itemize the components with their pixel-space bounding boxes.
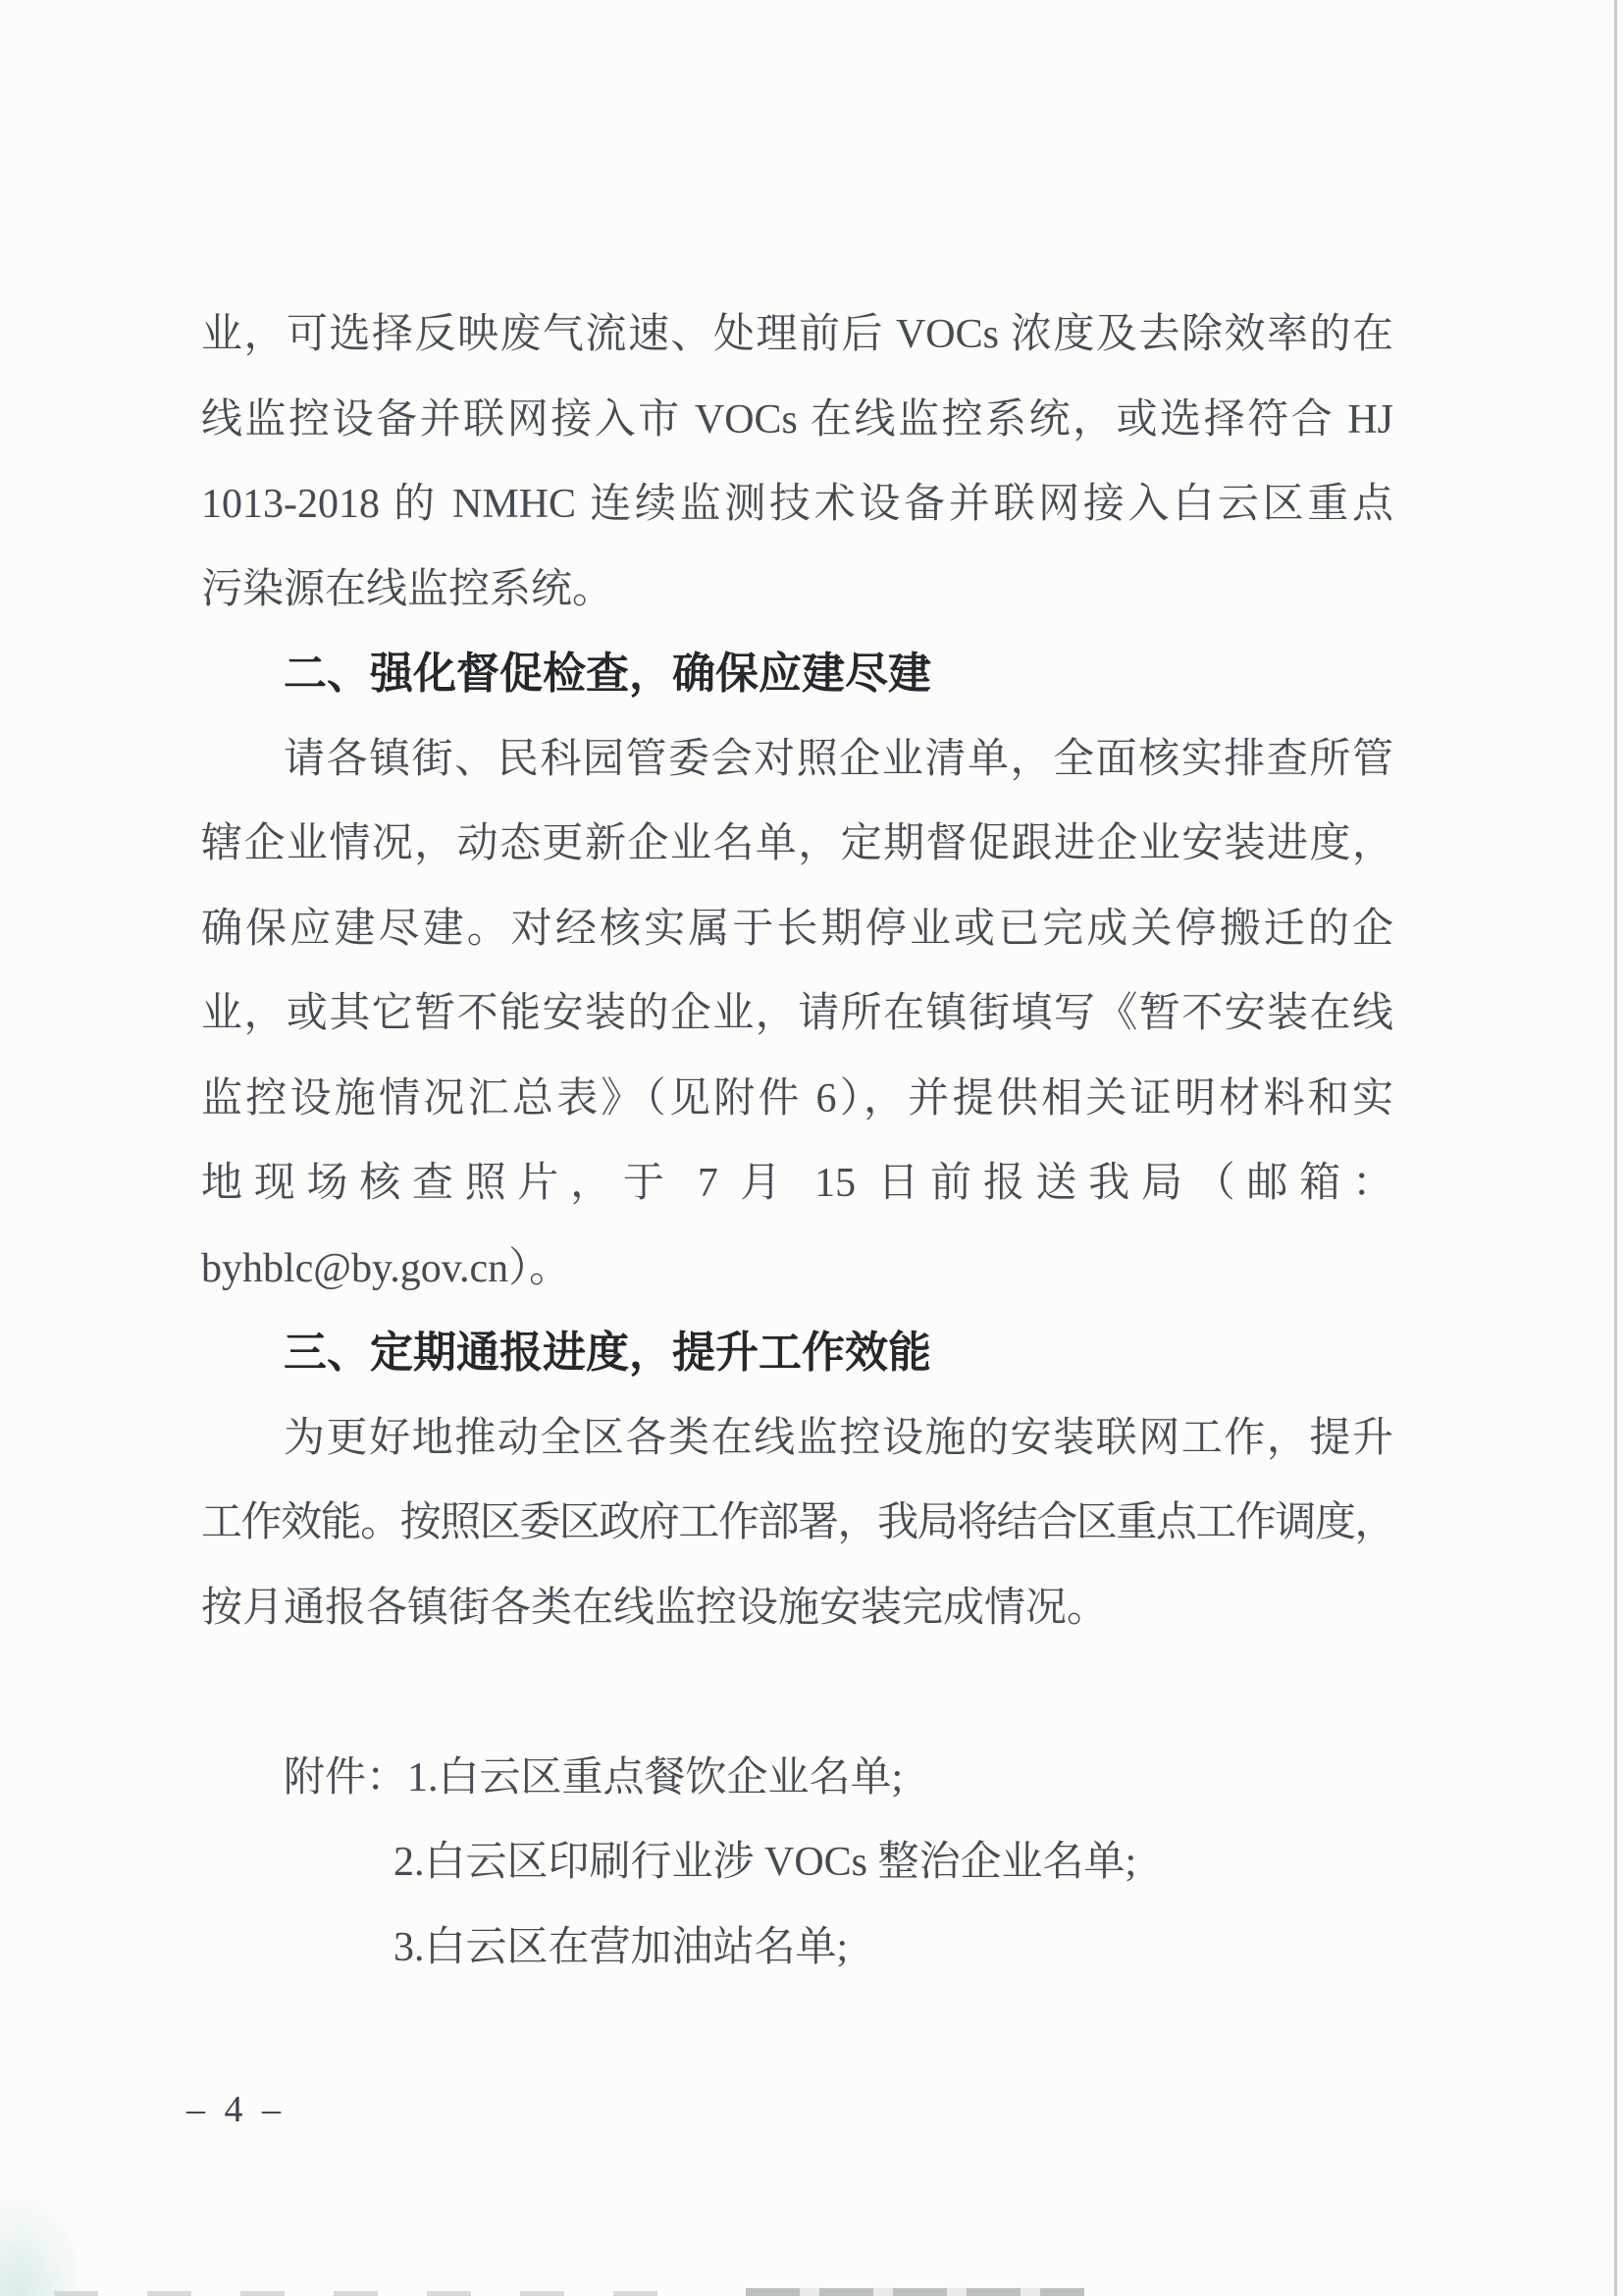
body-line: 为更好地推动全区各类在线监控设施的安装联网工作，提升 bbox=[284, 1415, 1393, 1461]
attachment-line: 附件：1.白云区重点餐饮企业名单; bbox=[284, 1754, 904, 1800]
body-line: 1013-2018 的 NMHC 连续监测技术设备并联网接入白云区重点 bbox=[201, 482, 1393, 527]
attachment-line: 3.白云区在营加油站名单; bbox=[393, 1924, 849, 1970]
scan-artifact-right-edge bbox=[1614, 0, 1617, 2296]
attachment-line: 2.白云区印刷行业涉 VOCs 整治企业名单; bbox=[393, 1840, 1137, 1885]
section-heading: 三、定期通报进度，提升工作效能 bbox=[284, 1329, 931, 1377]
body-line: 确保应建尽建。对经核实属于长期停业或已完成关停搬迁的企 bbox=[201, 906, 1393, 952]
body-line: 请各镇街、民科园管委会对照企业清单，全面核实排查所管 bbox=[284, 736, 1393, 782]
body-line: 工作效能。按照区委区政府工作部署，我局将结合区重点工作调度， bbox=[201, 1500, 1393, 1545]
body-line: 按月通报各镇街各类在线监控设施安装完成情况。 bbox=[201, 1585, 1109, 1631]
document-body bbox=[201, 292, 1393, 1990]
blank-line bbox=[201, 1650, 1393, 1736]
scan-artifact-bottom-right bbox=[746, 2288, 1084, 2296]
body-line: 线监控设备并联网接入市 VOCs 在线监控系统，或选择符合 HJ bbox=[201, 396, 1393, 443]
section-heading: 二、强化督促检查，确保应建尽建 bbox=[284, 650, 931, 698]
body-line: 污染源在线监控系统。 bbox=[201, 566, 614, 612]
body-line: 监控设施情况汇总表》（见附件 6），并提供相关证明材料和实 bbox=[201, 1075, 1393, 1122]
scan-artifact-bottom-left bbox=[54, 2291, 692, 2296]
page-number: – 4 – bbox=[186, 2089, 286, 2130]
body-line: 辖企业情况，动态更新企业名单，定期督促跟进企业安装进度， bbox=[201, 821, 1393, 866]
email-line: byhblc@by.gov.cn）。 bbox=[201, 1245, 571, 1291]
scan-artifact-corner bbox=[0, 2188, 88, 2296]
body-line: 业，可选择反映废气流速、处理前后 VOCs 浓度及去除效率的在 bbox=[201, 312, 1393, 357]
body-line: 业，或其它暂不能安装的企业，请所在镇街填写《暂不安装在线 bbox=[201, 991, 1393, 1036]
body-line: 地现场核查照片，于 7 月 15 日前报送我局（邮箱： bbox=[201, 1161, 1393, 1206]
